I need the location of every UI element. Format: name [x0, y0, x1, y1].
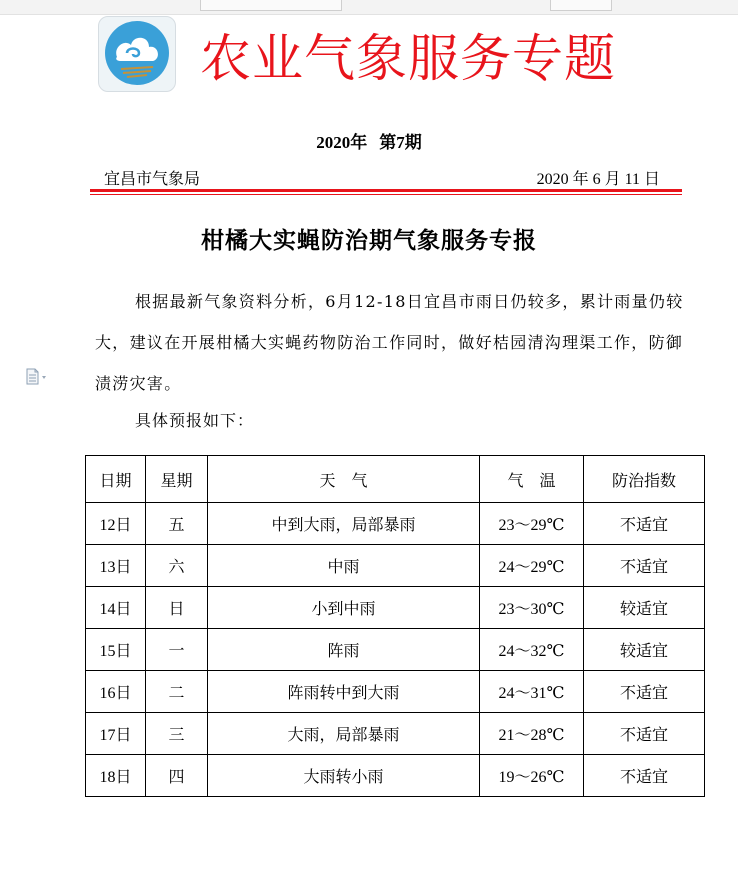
- ruler-bar: [0, 0, 738, 15]
- issue-year: 2020年: [316, 133, 368, 152]
- ruler-notch: [200, 0, 342, 11]
- cell-weekday: 四: [146, 755, 208, 797]
- header-divider-thick: [90, 189, 682, 192]
- cell-temperature: 24～32℃: [480, 629, 584, 671]
- meteorological-cloud-logo-icon: [98, 16, 176, 92]
- cell-weather: 阵雨: [208, 629, 480, 671]
- organization-name: 宜昌市气象局: [104, 169, 201, 188]
- cell-temperature: 24～31℃: [480, 671, 584, 713]
- cell-weather: 中到大雨，局部暴雨: [208, 503, 480, 545]
- cell-weather: 中雨: [208, 545, 480, 587]
- document-icon[interactable]: [24, 367, 48, 387]
- table-header-row: [86, 456, 705, 503]
- header-control-index: 防治指数: [584, 456, 705, 503]
- issue-date: 2020 年 6 月 11 日: [536, 171, 660, 188]
- table-row: [86, 671, 705, 713]
- cell-weather: 大雨，局部暴雨: [208, 713, 480, 755]
- cell-date: 18日: [86, 755, 146, 797]
- table-row: [86, 587, 705, 629]
- cell-date: 14日: [86, 587, 146, 629]
- cell-weather: 阵雨转中到大雨: [208, 671, 480, 713]
- cell-weekday: 一: [146, 629, 208, 671]
- cell-date: 12日: [86, 503, 146, 545]
- cell-temperature: 19～26℃: [480, 755, 584, 797]
- header-weekday: 星期: [146, 456, 208, 503]
- cell-control-index: 不适宜: [584, 545, 705, 587]
- header-date: 日期: [86, 456, 146, 503]
- summary-paragraph: 根据最新气象资料分析，6月12-18日宜昌市雨日仍较多，累计雨量仍较大，建议在开展柑橘大实蝇药物防治工作同时，做好桔园清沟理渠工作，防御渍涝灾害。: [95, 292, 684, 393]
- table-row: [86, 755, 705, 797]
- cell-date: 17日: [86, 713, 146, 755]
- cell-weekday: 二: [146, 671, 208, 713]
- cell-weekday: 三: [146, 713, 208, 755]
- cell-control-index: 不适宜: [584, 713, 705, 755]
- cell-weekday: 日: [146, 587, 208, 629]
- cell-temperature: 23～29℃: [480, 503, 584, 545]
- cell-weather: 小到中雨: [208, 587, 480, 629]
- table-row: [86, 629, 705, 671]
- cell-control-index: 较适宜: [584, 587, 705, 629]
- cell-temperature: 23～30℃: [480, 587, 584, 629]
- cell-date: 15日: [86, 629, 146, 671]
- cell-temperature: 21～28℃: [480, 713, 584, 755]
- header-temperature: 气 温: [480, 456, 584, 503]
- cell-weekday: 六: [146, 545, 208, 587]
- cell-control-index: 较适宜: [584, 629, 705, 671]
- cell-date: 13日: [86, 545, 146, 587]
- table-row: [86, 545, 705, 587]
- cell-weather: 大雨转小雨: [208, 755, 480, 797]
- table-row: [86, 503, 705, 545]
- cell-control-index: 不适宜: [584, 671, 705, 713]
- ruler-notch: [550, 0, 612, 11]
- forecast-intro: 具体预报如下：: [135, 411, 255, 430]
- issue-line: [0, 128, 738, 153]
- cell-control-index: 不适宜: [584, 755, 705, 797]
- header-weather: 天 气: [208, 456, 480, 503]
- report-title: 柑橘大实蝇防治期气象服务专报: [201, 228, 537, 254]
- banner-title: 农业气象服务专题: [200, 30, 617, 89]
- header-divider-thin: [90, 194, 682, 195]
- forecast-table: [85, 455, 705, 797]
- cell-date: 16日: [86, 671, 146, 713]
- table-row: [86, 713, 705, 755]
- cell-control-index: 不适宜: [584, 503, 705, 545]
- cell-weekday: 五: [146, 503, 208, 545]
- cell-temperature: 24～29℃: [480, 545, 584, 587]
- issue-number: 第7期: [379, 133, 422, 152]
